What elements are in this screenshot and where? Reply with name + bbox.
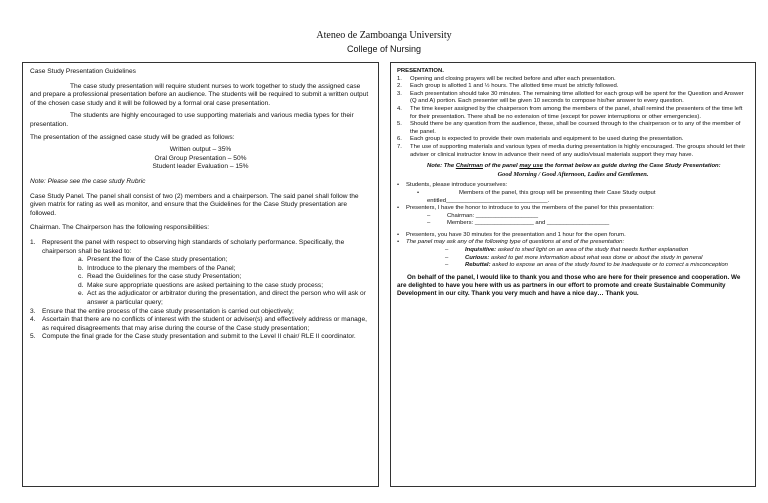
item-text: The time keeper assigned by the chairperson from among the members of the panel, shall remind the presenters of the time left for their presentation. There shall be no extension of time (except for power interruptions or other emergencies). bbox=[410, 105, 743, 120]
bullet-icon: • bbox=[417, 189, 420, 196]
presentation-item bbox=[397, 91, 749, 106]
item-number: 3. bbox=[30, 307, 36, 315]
item-number: 7. bbox=[397, 143, 402, 150]
question-text: asked to shed light on an area of the study that needs further explanation bbox=[496, 247, 689, 254]
sub-text: Introduce to the plenary the members of the Panel; bbox=[87, 264, 236, 272]
grading-paragraph: The presentation of the assigned case study will be graded as follows: bbox=[30, 133, 235, 141]
item-text: Should there be any question from the audience, these, shall be coursed through to the chairperson or to any of the member of the panel. bbox=[410, 121, 741, 135]
bullet-icon: • bbox=[397, 205, 400, 212]
dash-icon: – bbox=[427, 220, 431, 227]
presentation-title: PRESENTATION. bbox=[397, 68, 444, 74]
question-type bbox=[397, 262, 749, 270]
question-type bbox=[397, 247, 749, 255]
item-number: 5. bbox=[30, 333, 36, 341]
script-sub-bullet bbox=[397, 190, 749, 198]
closing-paragraph: On behalf of the panel, I would like to thank you and those who are here for their presence and cooperation. We are delighted to have you here with us as partners in our effort to promote and create Sustainable Community Development in our city. Thank you very much and have a nice day… Thank you. bbox=[397, 273, 741, 298]
dash-icon: – bbox=[427, 212, 431, 219]
sub-letter: c. bbox=[78, 273, 84, 281]
panel-paragraph: Case Study Panel. The panel shall consist of two (2) members and a chairperson. The said panel shall follow the given matrix for rating as well as monitor, and ensure that the Guidelines for the Case Study presentation are followed. bbox=[30, 192, 359, 217]
presentation-item bbox=[397, 106, 749, 121]
sub-text: Make sure appropriate questions are asked pertaining to the case study process; bbox=[87, 281, 324, 289]
item-text: Ascertain that there are no conflicts of interest with the student or adviser(s) and effectively address or manage, as required disagreements that may arise during the course of the Case study presentation; bbox=[42, 316, 367, 332]
item-text: Compute the final grade for the Case study presentation and submit to the Level II chair/ RLE II coordinator. bbox=[42, 333, 356, 341]
presentation-panel bbox=[390, 62, 756, 487]
item-text: Each group is allotted 1 and ½ hours. The allotted time must be strictly followed. bbox=[410, 83, 619, 90]
question-text: asked to get more information about what was done or about the study in general bbox=[489, 254, 703, 261]
question-label: Curious: bbox=[465, 254, 490, 261]
presentation-item bbox=[397, 136, 749, 144]
bullet-icon: • bbox=[397, 182, 400, 189]
item-number: 4. bbox=[30, 316, 36, 324]
university-name: Ateneo de Zamboanga University bbox=[316, 30, 452, 41]
item-number: 2. bbox=[397, 83, 402, 90]
guidelines-title: Case Study Presentation Guidelines bbox=[30, 68, 136, 75]
presentation-item bbox=[397, 121, 749, 136]
entitled-line: entitled_______________________________. bbox=[427, 197, 550, 204]
question-text: asked to expose an area of the study found to be inadequate or to correct a misconception bbox=[490, 262, 728, 269]
script-bullet bbox=[397, 239, 749, 247]
item-text: Each group is expected to provide their own materials and equipment to be used during the presentation. bbox=[410, 136, 684, 143]
sub-item bbox=[30, 265, 371, 274]
question-label: Inquisitive: bbox=[465, 247, 497, 254]
script-bullet bbox=[397, 232, 749, 240]
sub-text: Read the Guidelines for the case study Presentation; bbox=[87, 273, 242, 281]
bullet-text: Students, please introduce yourselves: bbox=[406, 182, 508, 189]
sub-letter: a. bbox=[78, 256, 84, 264]
grade-item: Student leader Evaluation – 15% bbox=[152, 163, 249, 171]
sub-letter: d. bbox=[78, 281, 84, 289]
sub-text: Act as the adjudicator or arbitrator during the presentation, and direct the person who will ask or answer a particular query; bbox=[87, 290, 366, 307]
item-text: Opening and closing prayers will be recited before and after each presentation. bbox=[410, 75, 616, 82]
question-type bbox=[397, 255, 749, 263]
responsibility-item bbox=[30, 239, 371, 256]
item-number: 1. bbox=[397, 75, 402, 82]
chairman-paragraph: Chairman. The Chairperson has the following responsibilities: bbox=[30, 224, 210, 232]
note-underlined: Chairman bbox=[455, 163, 483, 170]
sub-letter: e. bbox=[78, 290, 84, 298]
item-text: Represent the panel with respect to observing high standards of scholarly performance. Specifically, the chairperson shall be tasked to: bbox=[42, 238, 345, 255]
item-number: 3. bbox=[397, 90, 402, 97]
dash-icon: – bbox=[445, 247, 449, 254]
members-blank bbox=[397, 220, 749, 228]
sub-item bbox=[30, 256, 371, 265]
bullet-text: Members of the panel, this group will be presenting their Case Study output bbox=[459, 189, 656, 196]
blank-text: Chairman: ___________________ bbox=[447, 212, 539, 219]
sub-letter: b. bbox=[78, 264, 84, 272]
note-text: of the panel bbox=[482, 163, 520, 170]
item-number: 4. bbox=[397, 105, 402, 112]
item-number: 5. bbox=[397, 121, 402, 128]
sub-item bbox=[30, 290, 371, 307]
dash-icon: – bbox=[445, 262, 449, 269]
responsibility-item bbox=[30, 316, 371, 333]
sub-text: Present the flow of the Case study presentation; bbox=[87, 256, 228, 264]
question-label: Rebuttal: bbox=[465, 262, 491, 269]
sub-item bbox=[30, 273, 371, 282]
media-paragraph: The students are highly encouraged to use supporting materials and various media types for their presentation. bbox=[30, 112, 354, 128]
chairman-blank bbox=[397, 213, 749, 221]
item-text: Each presentation should take 30 minutes. The remaining time allotted for each group will be spent for the Question and Answer (Q and A) portion. Each presenter will be given 10 seconds to compose his/her answer to every question. bbox=[410, 90, 744, 105]
grade-item: Oral Group Presentation – 50% bbox=[154, 154, 247, 162]
bullet-text: The panel may ask any of the following type of questions at end of the presentation: bbox=[406, 239, 625, 246]
responsibility-item bbox=[30, 333, 371, 342]
bullet-text: Presenters, I have the honor to introduce to you the members of the panel for this presentation: bbox=[406, 205, 654, 212]
grade-item: Written output – 35% bbox=[169, 146, 232, 154]
item-number: 1. bbox=[30, 238, 36, 246]
rubric-note: Note: Please see the case study Rubric bbox=[30, 177, 146, 185]
intro-paragraph: The case study presentation will require student nurses to work together to study the assigned case and prepare a professional presentation before an audience. The students will be required to submit a written output of the chosen case study and it will be followed by a formal oral case presentation. bbox=[30, 82, 369, 107]
dash-icon: – bbox=[445, 254, 449, 261]
chairman-note bbox=[397, 163, 749, 171]
item-number: 6. bbox=[397, 136, 402, 143]
note-text: Note: The bbox=[427, 163, 456, 170]
script-bullet bbox=[397, 205, 749, 213]
bullet-icon: • bbox=[397, 239, 400, 246]
guidelines-panel bbox=[22, 62, 379, 487]
script-bullet bbox=[397, 182, 749, 190]
note-underlined: may use bbox=[519, 163, 543, 170]
bullet-icon: • bbox=[397, 231, 400, 238]
bullet-text: Presenters, you have 30 minutes for the presentation and 1 hour for the open forum. bbox=[406, 231, 626, 238]
greeting: Good Morning / Good Afternoon, Ladies and Gentlemen. bbox=[497, 170, 649, 178]
presentation-item bbox=[397, 83, 749, 91]
responsibility-item bbox=[30, 308, 371, 317]
presentation-item bbox=[397, 144, 749, 159]
note-text: the format below as guide during the Case Study Presentation: bbox=[542, 163, 721, 170]
blank-text: Members: __________________ and ___________________ bbox=[447, 220, 610, 227]
item-text: The use of supporting materials and various types of media during presentation is highly encouraged. The groups should let their adviser or clinical instructor know in advance their need of any audio/visual materials support they may have. bbox=[410, 143, 746, 158]
sub-item bbox=[30, 282, 371, 291]
item-text: Ensure that the entire process of the case study presentation is carried out objectively; bbox=[42, 307, 294, 315]
college-name: College of Nursing bbox=[346, 44, 422, 54]
